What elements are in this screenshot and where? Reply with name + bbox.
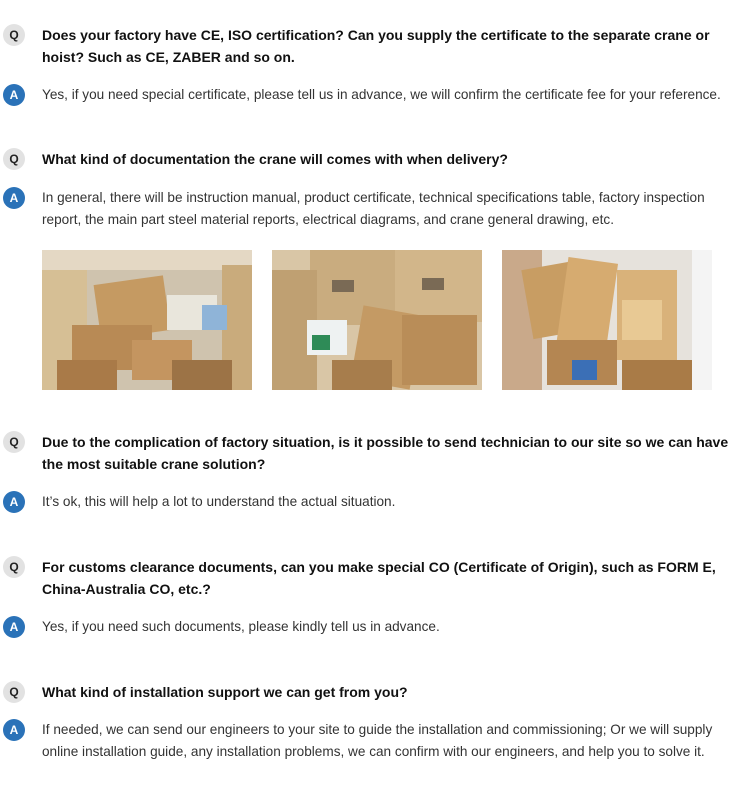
question-text: What kind of installation support we can get from you?	[42, 684, 408, 700]
documents-in-crate-photo	[42, 250, 252, 390]
envelopes-in-boxes-photo	[502, 250, 712, 390]
answer-badge: A	[3, 491, 25, 513]
answer-badge: A	[3, 719, 25, 741]
question-badge: Q	[3, 148, 25, 170]
answer-badge: A	[3, 187, 25, 209]
question-badge: Q	[3, 681, 25, 703]
question-text: For customs clearance documents, can you make special CO (Certificate of Origin), such as FORM E, China-Australia CO, etc.?	[42, 559, 716, 597]
question-badge: Q	[3, 556, 25, 578]
question-badge: Q	[3, 24, 25, 46]
document-boxes-photo	[272, 250, 482, 390]
answer-badge: A	[3, 84, 25, 106]
answer-text: In general, there will be instruction manual, product certificate, technical specifications table, factory inspection report, the main part steel material reports, electrical diagrams, and crane general drawing, etc.	[42, 190, 705, 227]
answer-text: Yes, if you need such documents, please kindly tell us in advance.	[42, 619, 440, 634]
answer-text: Yes, if you need special certificate, please tell us in advance, we will confirm the certificate fee for your reference.	[42, 87, 721, 102]
question-text: Does your factory have CE, ISO certification? Can you supply the certificate to the separate crane or hoist? Such as CE, ZABER and so on.	[42, 27, 710, 65]
question-text: Due to the complication of factory situation, is it possible to send technician to our site so we can have the most suitable crane solution?	[42, 434, 729, 472]
question-text: What kind of documentation the crane will comes with when delivery?	[42, 151, 508, 167]
answer-badge: A	[3, 616, 25, 638]
answer-text: If needed, we can send our engineers to your site to guide the installation and commissioning; Or we will supply online installation guide, any installation problems, we can confirm with our engineers, and help you to solve it.	[42, 722, 713, 759]
answer-text: It’s ok, this will help a lot to understand the actual situation.	[42, 494, 396, 509]
question-badge: Q	[3, 431, 25, 453]
